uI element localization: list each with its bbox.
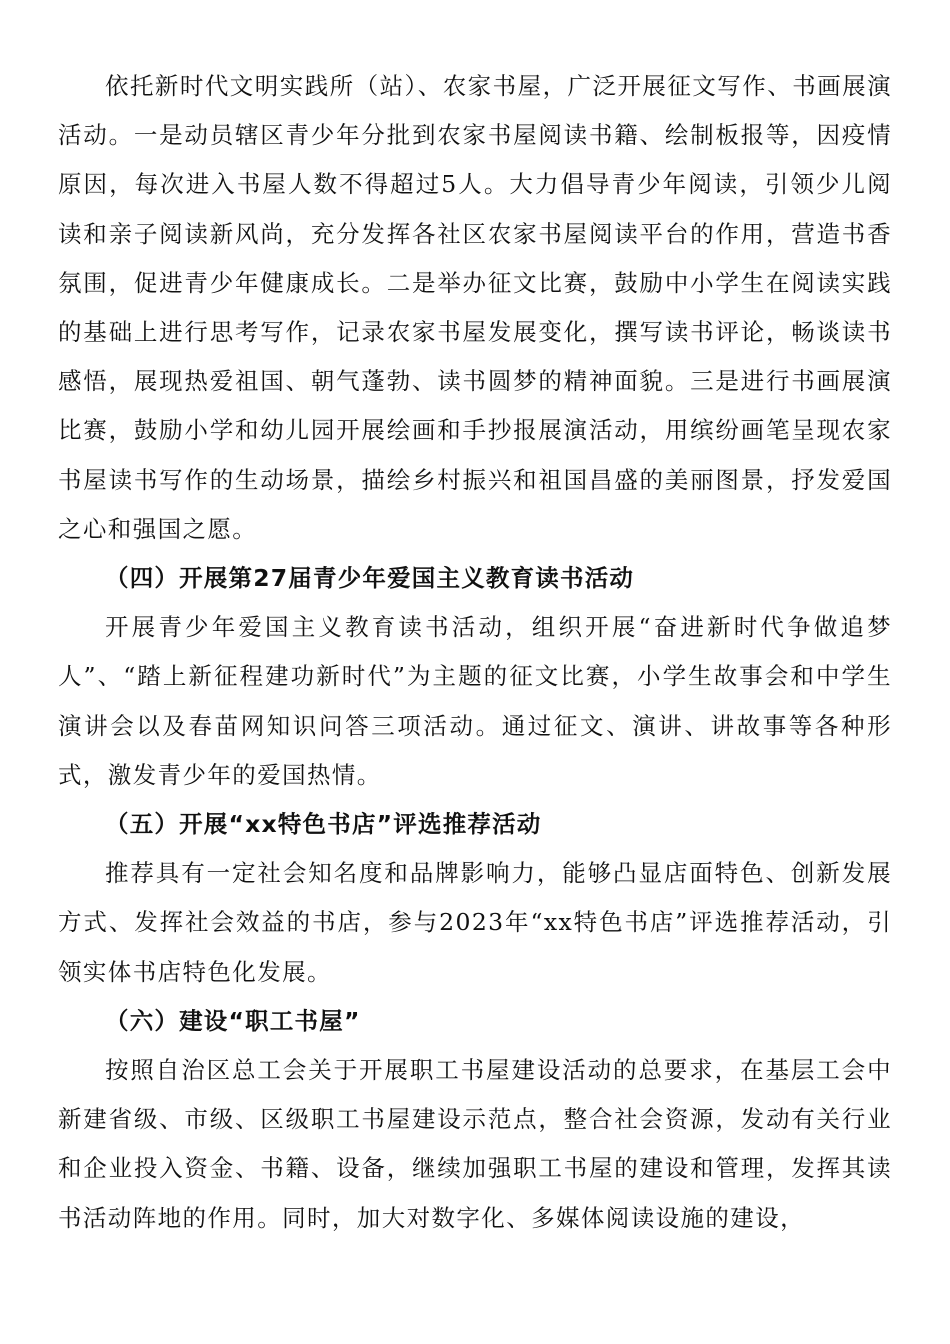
section-heading-4: （四）开展第27届青少年爱国主义教育读书活动: [105, 564, 635, 593]
document-page: [58, 62, 892, 1243]
paragraph-rural-library-activities: 依托新时代文明实践所（站）、农家书屋，广泛开展征文写作、书画展演活动。一是动员辖区青少年分批到农家书屋阅读书籍、绘制板报等，因疫情原因，每次进入书屋人数不得超过5人。大力倡导青少年阅读，引领少儿阅读和亲子阅读新风尚，充分发挥各社区农家书屋阅读平台的作用，营造书香氛围，促进青少年健康成长。二是举办征文比赛，鼓励中小学生在阅读实践的基础上进行思考写作，记录农家书屋发展变化，撰写读书评论，畅谈读书感悟，展现热爱祖国、朝气蓬勃、读书圆梦的精神面貌。三是进行书画展演比赛，鼓励小学和幼儿园开展绘画和手抄报展演活动，用缤纷画笔呈现农家书屋读书写作的生动场景，描绘乡村振兴和祖国昌盛的美丽图景，抒发爱国之心和强国之愿。: [58, 72, 892, 543]
section-heading-5: （五）开展“xx特色书店”评选推荐活动: [105, 810, 542, 839]
paragraph-featured-bookstore: 推荐具有一定社会知名度和品牌影响力，能够凸显店面特色、创新发展方式、发挥社会效益的书店，参与2023年“xx特色书店”评选推荐活动，引领实体书店特色化发展。: [58, 859, 892, 986]
paragraph-patriotic-reading: 开展青少年爱国主义教育读书活动，组织开展“奋进新时代争做追梦人”、“踏上新征程建功新时代”为主题的征文比赛，小学生故事会和中学生演讲会以及春苗网知识问答三项活动。通过征文、演讲、讲故事等各种形式，激发青少年的爱国热情。: [58, 613, 892, 789]
section-heading-6: （六）建设“职工书屋”: [105, 1006, 361, 1035]
paragraph-worker-library: 按照自治区总工会关于开展职工书屋建设活动的总要求，在基层工会中新建省级、市级、区级职工书屋建设示范点，整合社会资源，发动有关行业和企业投入资金、书籍、设备，继续加强职工书屋的建设和管理，发挥其读书活动阵地的作用。同时，加大对数字化、多媒体阅读设施的建设，: [58, 1056, 892, 1232]
